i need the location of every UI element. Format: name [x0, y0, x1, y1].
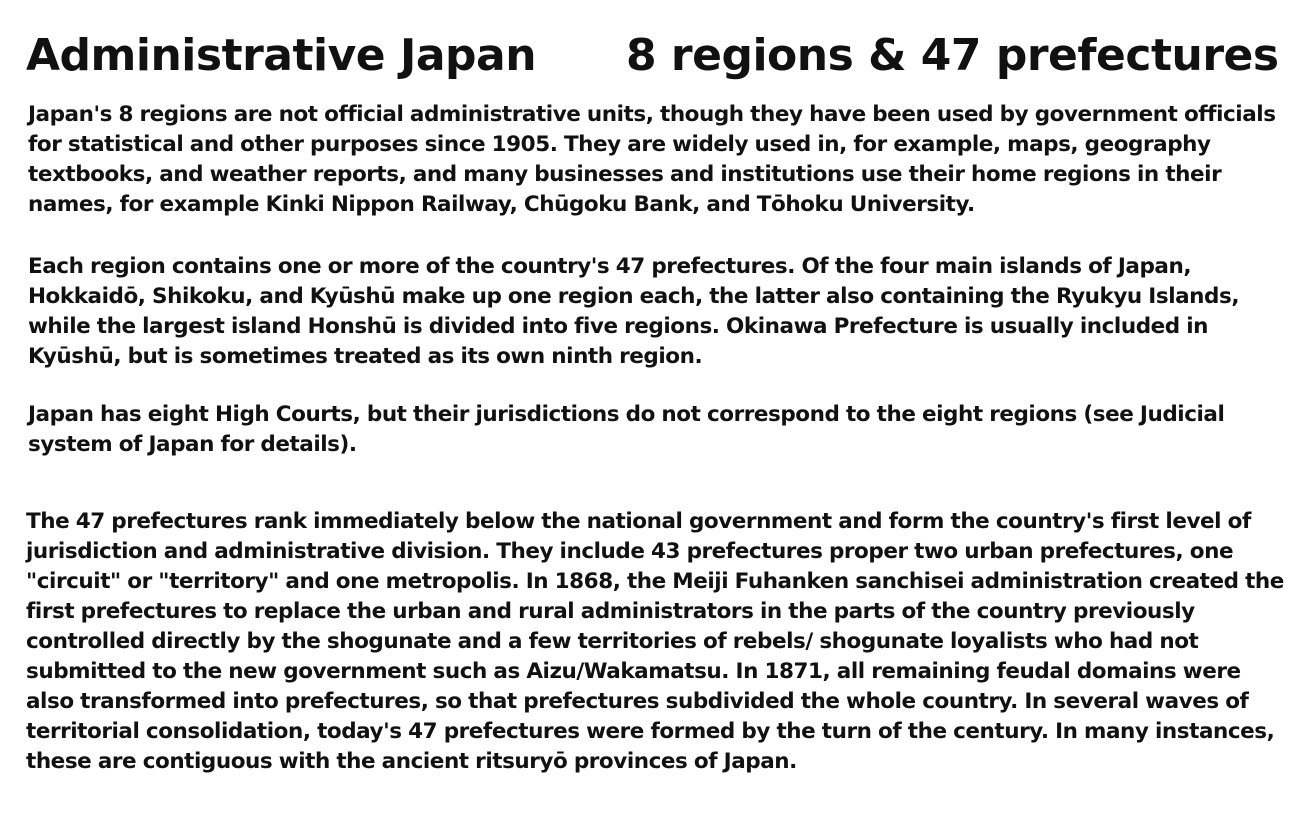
paragraph-regions-prefectures: Each region contains one or more of the country's 47 prefectures. Of the four main islands of Japan, Hokkaidō, Shikoku, and Kyūshū make up one region each, the latter also containing the Ryukyu Islands, while the largest island Honshū is divided into five regions. Okinawa Prefecture is usually included in Kyūshū, but is sometimes treated as its own ninth region. [28, 254, 1240, 369]
paragraph-prefectures-history: The 47 prefectures rank immediately below the national government and form the country's first level of jurisdiction and administrative division. They include 43 prefectures proper two urban prefectures, one "circuit" or "territory" and one metropolis. In 1868, the Meiji Fuhanken sanchisei administration created the first prefectures to replace the urban and rural administrators in the parts of the country previously controlled directly by the shogunate and a few territories of rebels/ shogunate loyalists who had not submitted to the new government such as Aizu/Wakamatsu. In 1871, all remaining feudal domains were also transformed into prefectures, so that prefectures subdivided the whole country. In several waves of territorial consolidation, today's 47 prefectures were formed by the turn of the century. In many instances, these are contiguous with the ancient ritsuryō provinces of Japan. [26, 509, 1284, 774]
title-sub: 8 regions & 47 prefectures [626, 30, 1279, 81]
page-title [26, 28, 1279, 84]
paragraph-regions-intro: Japan's 8 regions are not official administrative units, though they have been used by government officials for statistical and other purposes since 1905. They are widely used in, for example, maps, geography textbooks, and weather reports, and many businesses and institutions use their home regions in their names, for example Kinki Nippon Railway, Chūgoku Bank, and Tōhoku University. [28, 102, 1276, 217]
title-main: Administrative Japan [26, 30, 537, 81]
paragraph-high-courts: Japan has eight High Courts, but their jurisdictions do not correspond to the eight regions (see Judicial system of Japan for details). [28, 402, 1225, 457]
